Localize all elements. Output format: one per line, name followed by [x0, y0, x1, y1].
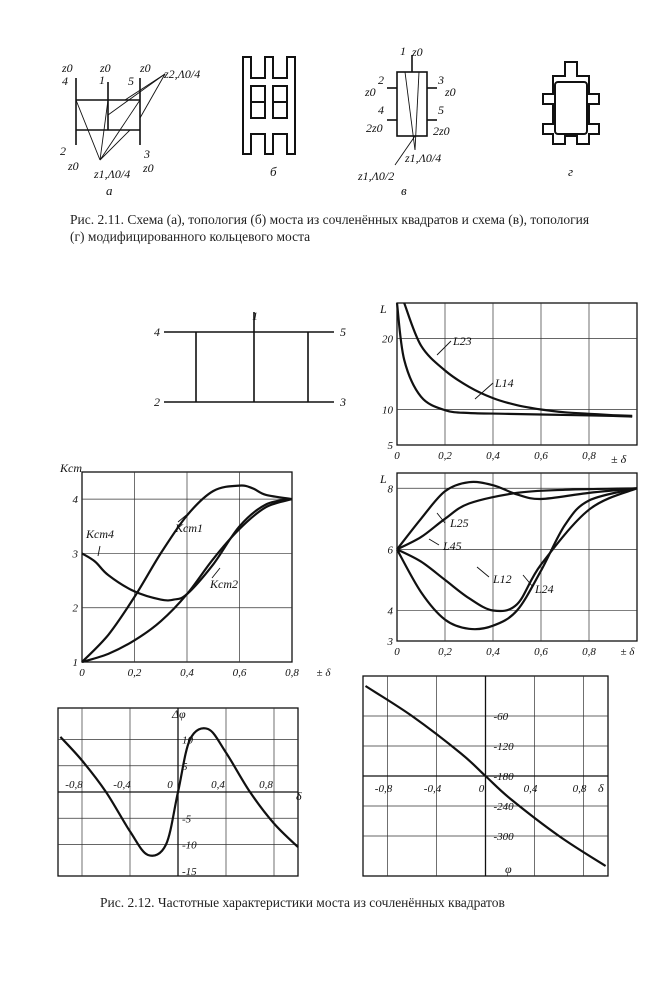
label: z0: [143, 161, 154, 175]
series-line: [397, 488, 637, 549]
figure-letter: в: [401, 183, 407, 198]
y-axis-label: L: [380, 472, 387, 486]
x-tick-label: -0,4: [113, 779, 131, 791]
label: z0: [100, 61, 111, 75]
series-label: Kст4: [86, 527, 114, 541]
y-tick-label: -60: [493, 711, 509, 723]
y-tick-label: 2: [72, 602, 78, 615]
label: z0: [365, 85, 376, 99]
x-axis-label: δ: [598, 781, 604, 795]
y-tick-label: -10: [182, 839, 197, 852]
series-line: [404, 303, 632, 416]
x-tick-label: ± δ: [316, 667, 331, 679]
x-tick-label: 0: [394, 450, 400, 462]
x-tick-label: 0,4: [523, 783, 538, 795]
y-axis-label: Kст: [60, 461, 82, 475]
label: z0: [62, 61, 73, 75]
y-tick-label: 4: [72, 494, 78, 507]
y-tick-label: 4: [387, 605, 393, 618]
x-tick-label: -0,8: [65, 779, 83, 791]
series-label: L12: [493, 572, 512, 586]
label: 2z0: [366, 121, 383, 135]
label: 5: [128, 74, 134, 88]
label: 1: [99, 73, 105, 87]
plot-frame: [397, 473, 637, 641]
y-axis-label: Δφ: [172, 707, 186, 721]
label: 5: [438, 103, 444, 117]
x-tick-label: 0,4: [211, 779, 225, 791]
y-tick-label: -180: [493, 771, 514, 783]
y-tick-label: -15: [182, 865, 197, 878]
x-tick-label: 0: [394, 646, 400, 658]
series-label: Kст1: [175, 521, 203, 535]
figure-letter: г: [568, 164, 574, 179]
figure-letter: б: [270, 164, 277, 179]
schematic-v-labels: [357, 44, 456, 198]
label: 1: [400, 44, 406, 58]
x-axis-label: ± δ: [611, 452, 627, 466]
topology-g: [543, 62, 599, 144]
y-tick-label: 3: [72, 548, 78, 561]
label: z0: [140, 61, 151, 75]
x-tick-label: 0,6: [232, 667, 247, 679]
x-tick-label: 0,4: [486, 450, 500, 462]
x-tick-label: -0,4: [423, 783, 442, 795]
label: z0: [412, 45, 423, 59]
x-tick-label: 0: [167, 779, 173, 791]
series-line: [397, 488, 637, 629]
label: 2: [60, 144, 66, 158]
x-tick-label: ± δ: [620, 646, 635, 658]
bridge-schematic: [150, 300, 370, 410]
y-tick-label: 6: [387, 544, 393, 557]
series-label: Kст2: [210, 577, 238, 591]
y-tick-label: -5: [182, 813, 192, 826]
label: 4: [62, 74, 68, 88]
x-tick-label: 0: [79, 667, 85, 679]
series-label: L25: [450, 516, 469, 530]
label: 3: [144, 147, 150, 161]
y-tick-label: 10: [182, 734, 193, 747]
label: 2z0: [433, 124, 450, 138]
port-label: 1: [252, 309, 258, 323]
y-axis-label: φ: [505, 862, 512, 876]
label: z1,Λ0/2: [358, 169, 395, 183]
figure-2-11: [0, 0, 670, 205]
topology-b: [243, 57, 295, 154]
y-tick-label: -240: [493, 801, 514, 813]
label: 3: [438, 73, 444, 87]
chart-kst: [60, 460, 360, 690]
x-tick-label: 0,8: [259, 779, 273, 791]
series-label: L24: [535, 582, 554, 596]
y-tick-label: 10: [382, 404, 393, 417]
series-leader: [477, 567, 489, 577]
x-tick-label: 0,2: [127, 667, 142, 679]
x-tick-label: 0,4: [180, 667, 194, 679]
figure-2-11-caption: Рис. 2.11. Схема (а), топология (б) моста из сочленённых квадратов и схема (в), топология (г) модифицированного кольцевого моста: [70, 212, 590, 244]
series-leader: [429, 539, 439, 545]
x-axis-label: δ: [296, 789, 302, 803]
port-label: 2: [154, 395, 160, 409]
chart-phi: [355, 668, 625, 883]
figure-letter: а: [106, 183, 113, 198]
schematic-v: [387, 55, 437, 165]
x-tick-label: 0,8: [285, 667, 299, 679]
label: z1,Λ0/4: [94, 167, 131, 181]
chart-delta-phi: [50, 700, 310, 900]
y-tick-label: 5: [182, 760, 188, 773]
x-tick-label: 0,8: [582, 646, 596, 658]
y-tick-label: -120: [493, 741, 514, 753]
y-tick-label: 1: [72, 657, 78, 669]
x-tick-label: 0,4: [486, 646, 500, 658]
x-tick-label: 0,2: [438, 450, 452, 462]
x-tick-label: 0,6: [534, 646, 548, 658]
series-leader: [437, 341, 451, 355]
port-label: 3: [340, 395, 346, 409]
chart-l-lower: [365, 465, 635, 665]
x-tick-label: -0,8: [374, 783, 393, 795]
y-tick-label: 8: [387, 483, 393, 496]
x-tick-label: 0,2: [438, 646, 452, 658]
series-label: L23: [453, 334, 472, 348]
y-tick-label: 3: [387, 636, 393, 648]
figure-2-12-caption: Рис. 2.12. Частотные характеристики моста из сочленённых квадратов: [100, 895, 505, 910]
schematic-a: [76, 74, 165, 160]
x-tick-label: 0,8: [582, 450, 596, 462]
x-tick-label: 0,8: [572, 783, 587, 795]
y-axis-label: L: [380, 302, 387, 316]
y-tick-label: 20: [382, 333, 393, 346]
x-tick-label: 0: [478, 783, 485, 795]
label: z2,Λ0/4: [164, 67, 201, 81]
series-label: L14: [495, 376, 514, 390]
label: 2: [378, 73, 384, 87]
plot-frame: [397, 303, 637, 445]
series-leader: [98, 546, 100, 556]
port-label: 5: [340, 325, 346, 339]
label: z0: [445, 85, 456, 99]
label: z0: [68, 159, 79, 173]
label: z1,Λ0/4: [405, 151, 442, 165]
port-label: 4: [154, 325, 160, 339]
chart-l23-l14: [365, 295, 625, 465]
label: 4: [378, 103, 384, 117]
x-tick-label: 0,6: [534, 450, 548, 462]
y-tick-label: -300: [493, 831, 514, 843]
series-label: L45: [443, 539, 462, 553]
y-tick-label: 5: [387, 440, 393, 452]
